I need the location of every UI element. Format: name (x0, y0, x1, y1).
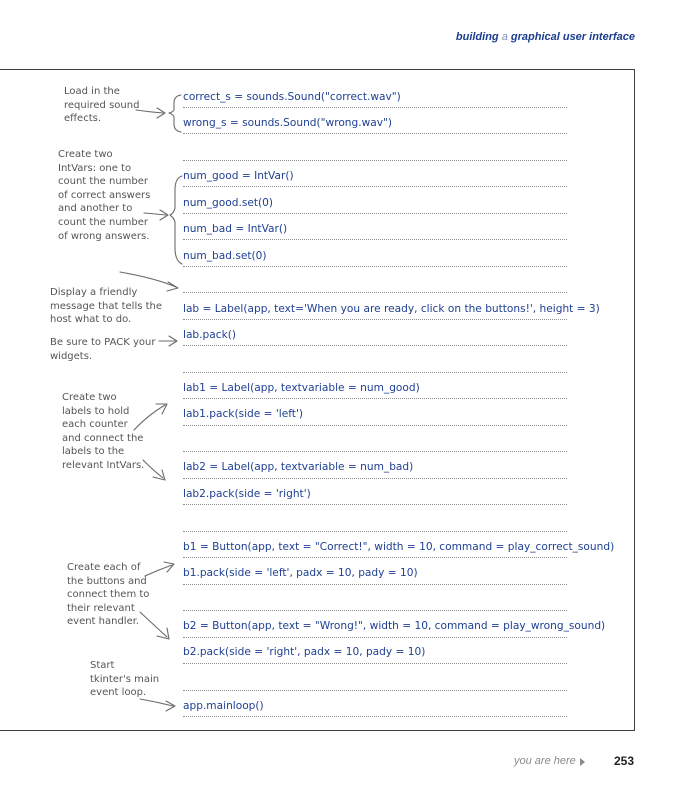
note-intvars: Create two IntVars: one to count the number of correct answers and another to count the number of wrong answers. (58, 149, 151, 242)
code-line: lab2 = Label(app, textvariable = num_bad) (183, 461, 414, 473)
code-line: lab2.pack(side = 'right') (183, 488, 311, 500)
arrowhead-mainloop (166, 701, 175, 711)
note-labels: Create two labels to hold each counter and connect the labels to the relevant IntVars. (62, 392, 145, 471)
note-pack: Be sure to PACK your widgets. (50, 337, 156, 362)
code-line: b1.pack(side = 'left', padx = 10, pady = 10) (183, 567, 418, 579)
code-line: num_good = IntVar() (183, 170, 294, 182)
header-text-pre: building (455, 31, 502, 43)
you-are-here-label: you are here (514, 755, 576, 767)
arrowhead-friendly-message (167, 282, 178, 291)
header-text-article: a (501, 31, 508, 43)
code-line: lab1 = Label(app, textvariable = num_good) (183, 382, 420, 394)
note-load-sounds: Load in the required sound effects. (64, 86, 140, 125)
code-line: app.mainloop() (183, 700, 264, 712)
arrow-labels-up (134, 405, 165, 430)
arrow-labels-down (143, 460, 163, 478)
code-line: num_good.set(0) (183, 197, 274, 209)
page-number: 253 (614, 754, 635, 768)
note-mainloop: Start tkinter's main event loop. (90, 660, 160, 699)
code-line: correct_s = sounds.Sound("correct.wav") (183, 91, 401, 103)
code-line: lab1.pack(side = 'left') (183, 408, 304, 420)
header-text-post: graphical user interface (507, 31, 635, 43)
brace-sound-effects (169, 95, 181, 132)
code-line: num_bad.set(0) (183, 250, 267, 262)
code-line: wrong_s = sounds.Sound("wrong.wav") (183, 117, 393, 129)
code-line: b2.pack(side = 'right', padx = 10, pady = 10) (183, 646, 426, 658)
code-line: b1 = Button(app, text = "Correct!", width = 10, command = play_correct_sound) (183, 541, 615, 553)
note-friendly-message: Display a friendly message that tells the host what to do. (50, 287, 163, 326)
code-line: lab.pack() (183, 329, 236, 341)
arrow-load-sounds (136, 110, 163, 113)
code-line: b2 = Button(app, text = "Wrong!", width = 10, command = play_wrong_sound) (183, 620, 606, 632)
code-line: num_bad = IntVar() (183, 223, 288, 235)
arrow-intvars (144, 213, 166, 215)
arrow-buttons-down (140, 612, 167, 637)
note-buttons: Create each of the buttons and connect them to their relevant event handler. (67, 562, 150, 628)
arrow-friendly-message (120, 272, 176, 287)
code-line: lab = Label(app, text='When you are ready, click on the buttons!', height = 3) (183, 303, 600, 315)
brace-intvars (170, 176, 182, 264)
triangle-right-icon (580, 758, 585, 766)
